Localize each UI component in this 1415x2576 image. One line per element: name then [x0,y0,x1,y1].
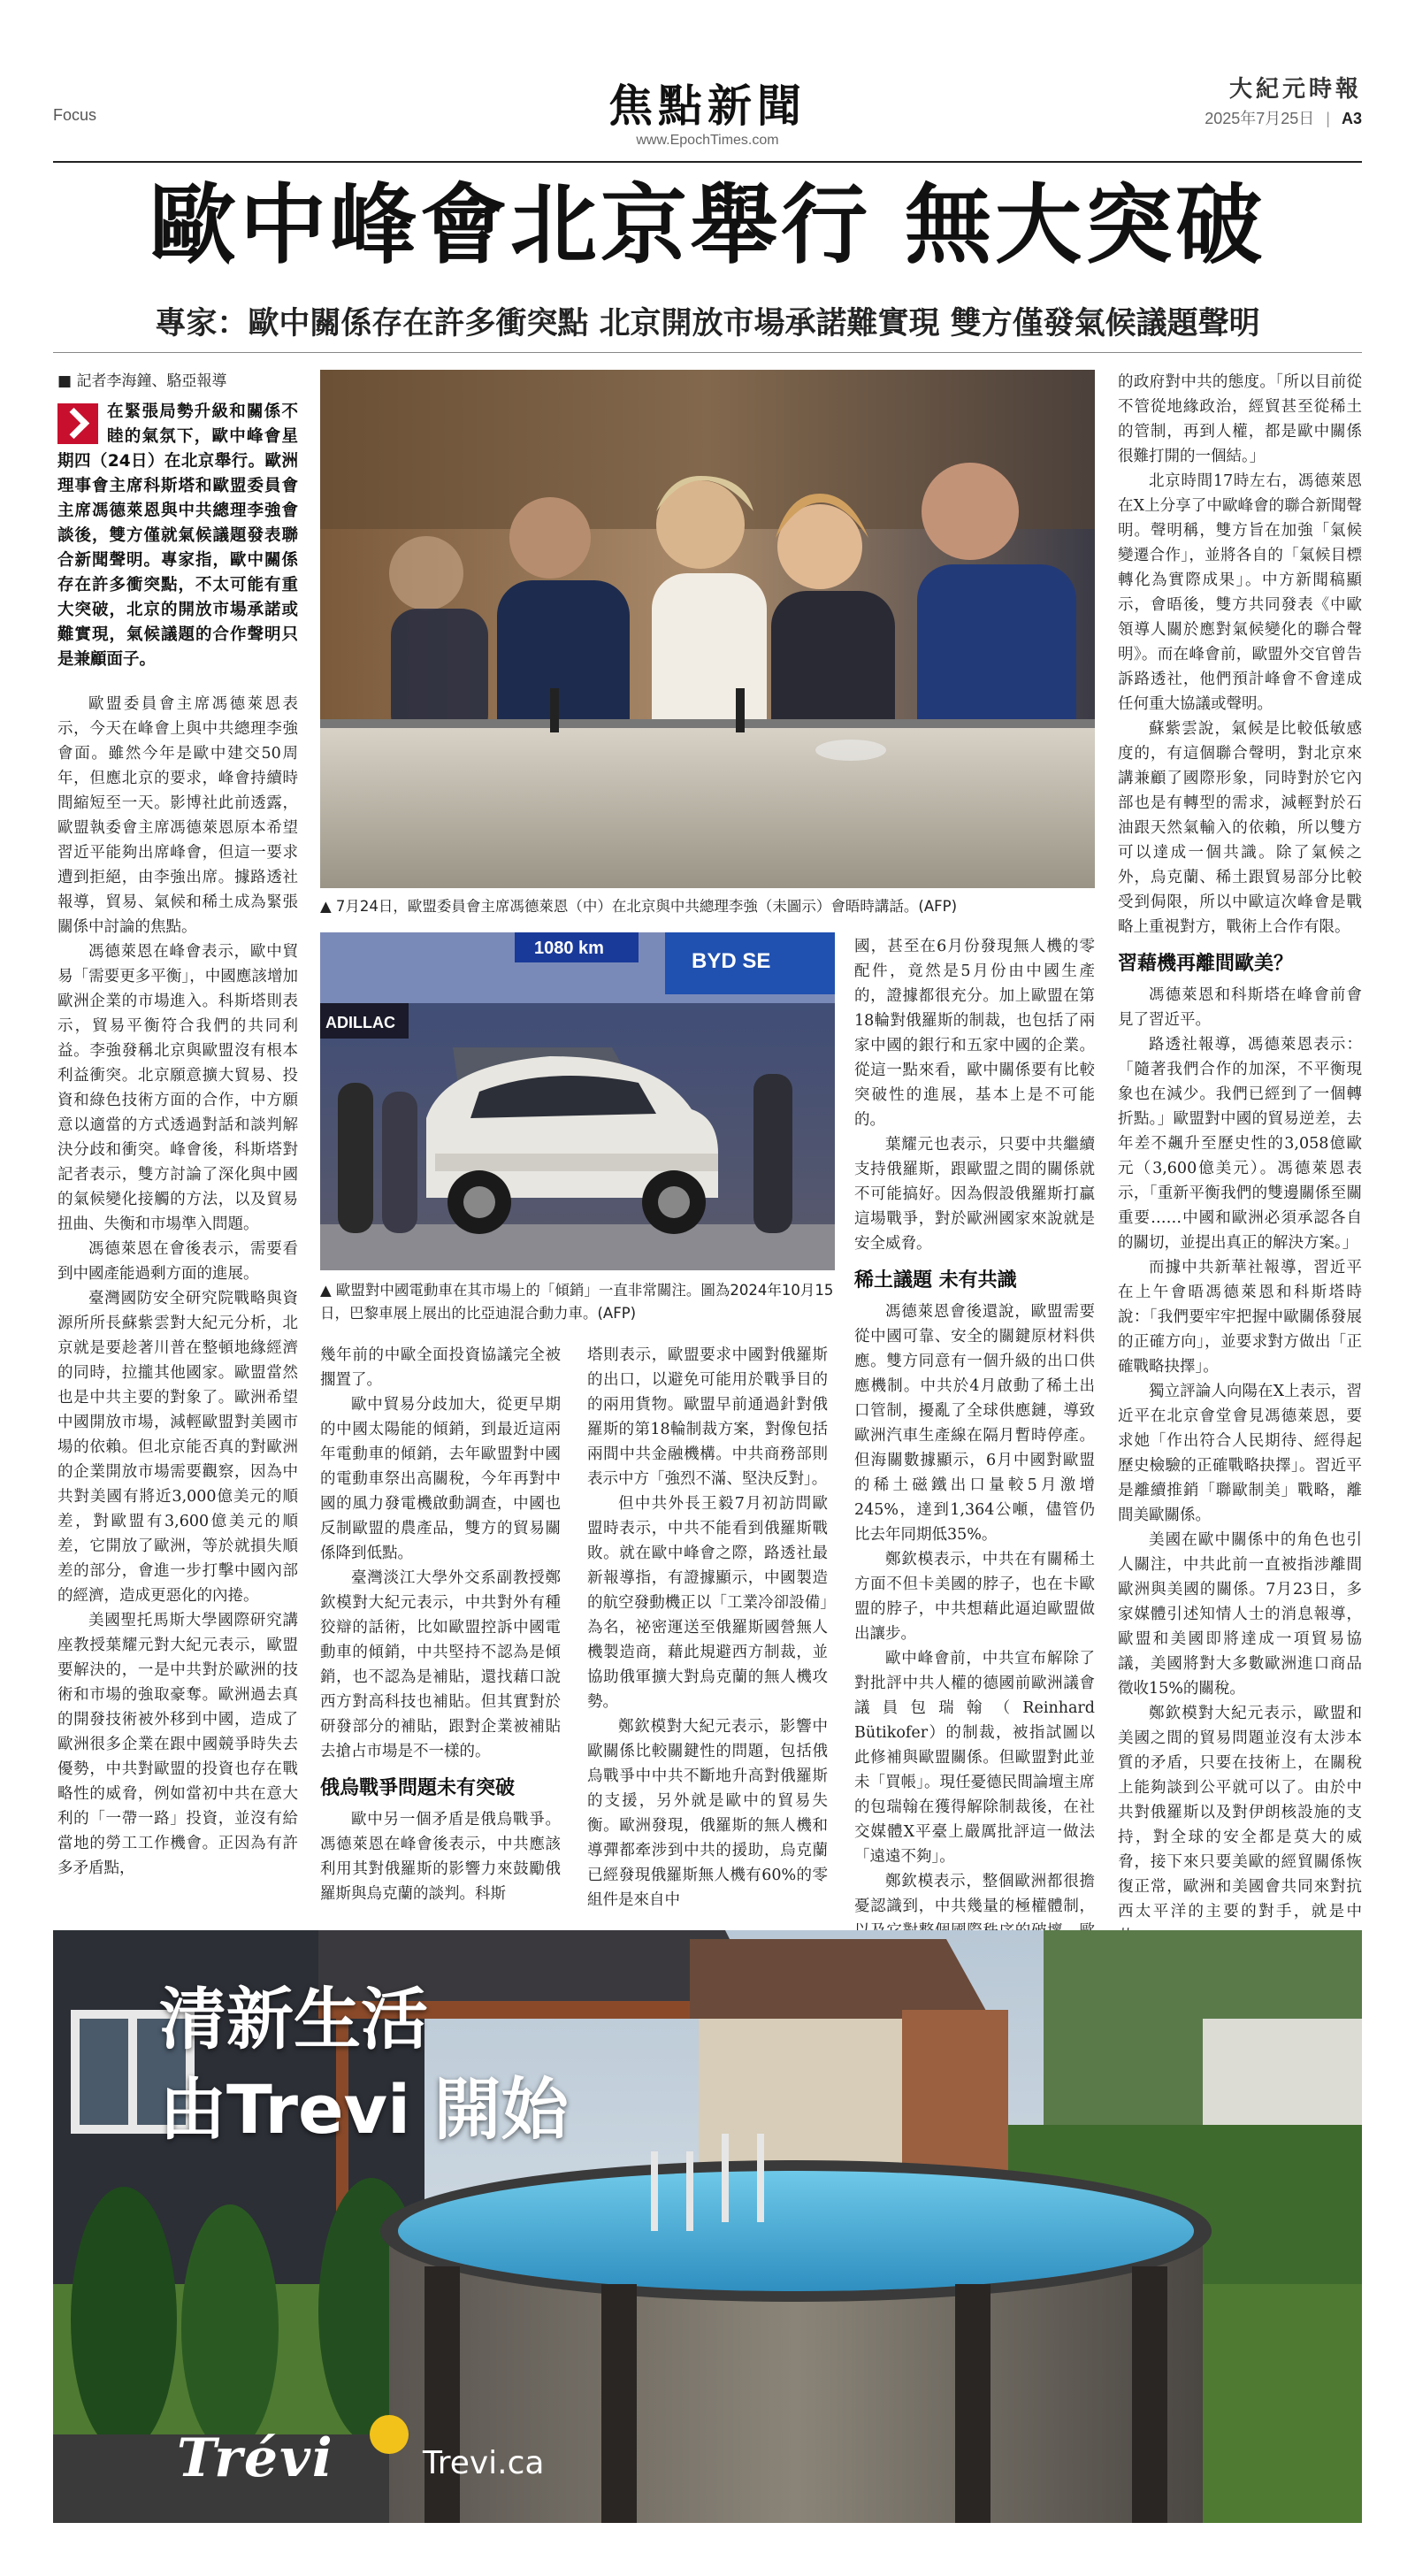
date-line [1205,106,1362,129]
car-photo-caption: ▲ 歐盟對中國電動車在其市場上的「傾銷」一直非常關注。圖為2024年10月15日，巴黎車展上展出的比亞迪混合動力車。(AFP) [320,1282,834,1322]
paragraph: 歐中峰會前，中共宣布解除了對批評中共人權的德國前歐洲議會議員包瑞翰（Reinhard Bütikofer）的制裁，被指試圖以此修補與歐盟關係。但歐盟對此並未「買帳」。現任憂德民間論壇主席的包瑞翰在獲得解除制裁後，在社交媒體X平臺上嚴厲批評這一做法「遠遠不夠」。 [854,1650,1095,1866]
paragraph: 歐盟委員會主席馮德萊恩表示，今天在峰會上與中共總理李強會面。雖然今年是歐中建交50周年，但應北京的要求，峰會持續時間縮短至一天。影博社此前透露，歐盟執委會主席馮德萊恩原本希望習近平能夠出席峰會，但這一要求遭到拒絕，由李強出席。據路透社報導，貿易、氣候和稀土成為緊張關係中討論的焦點。 [57,695,298,936]
ad-headline-line-1: 清新生活 [159,1980,428,2058]
banner-text: 1080 km [534,939,604,958]
paragraph: 美國聖托馬斯大學國際研究講座教授葉耀元對大紀元表示，歐盟要解決的，一是中共對於歐洲的技術和市場的強取豪奪。歐洲過去真的開發技術被外移到中國，造成了歐洲很多企業在跟中國競爭時失去優勢，中共對歐盟的投資也存在戰略性的威脅，例如當初中共在意大利的「一帶一路」投資，並沒有給當地的勞工工作機會。正因為有許多矛盾點， [57,1612,298,1877]
lead-paragraph: 在緊張局勢升級和關係不睦的氣氛下，歐中峰會星期四（24日）在北京舉行。歐洲理事會主席科斯塔和歐盟委員會主席馮德萊恩與中共總理李強會談後，雙方僅就氣候議題發表聯合新聞聲明。專家指，歐中關係存在許多衝突點，不太可能有重大突破，北京的開放市場承諾或難實現，氣候議題的合作聲明只是兼顧面子。 [57,402,298,669]
summit-photo [320,370,1095,888]
paragraph: 臺灣淡江大學外交系副教授鄭欽模對大紀元表示，中共對外有種狡辯的話術，比如歐盟控訴中國電動車的傾銷，中共堅持不認為是傾銷，也不認為是補貼，還找藉口說西方對高科技也補貼。但其實對於研發部分的補貼，跟對企業被補貼去搶占市場是不一樣的。 [320,1569,561,1760]
paragraph: 鄭欽模對大紀元表示，影響中歐關係比較關鍵性的問題，包括俄烏戰爭中中共不斷地升高對俄羅斯的支援，另外就是歐中的貿易失衡。歐洲發現，俄羅斯的無人機和導彈都牽涉到中共的援助，烏克蘭已經發現俄羅斯無人機有60%的零組件是來自中 [587,1718,828,1909]
paragraph: 的政府對中共的態度。「所以目前從不管從地緣政治，經貿甚至從稀土的管制，再到人權，都是歐中關係很難打開的一個結。」 [1118,373,1362,465]
paragraph: 路透社報導，馮德萊恩表示：「隨著我們合作的加深，不平衡現象也在減少。我們已經到了一個轉折點。」歐盟對中國的貿易逆差，去年差不飆升至歷史性的3,058億歐元（3,600億美元）。馮德萊恩表示，「重新平衡我們的雙邊關係至關重要……中國和歐洲必須承認各自的關切，並提出真正的解決方案。」 [1118,1036,1362,1252]
page-header [53,55,1362,161]
trevi-advertisement[interactable] [53,1930,1362,2523]
byline: ■ 記者李海鐘、駱亞報導 [57,372,227,390]
issue-date: 2025年7月25日 [1205,110,1315,127]
paragraph: 獨立評論人向陽在X上表示，習近平在北京會堂會見馮德萊恩，要求她「作出符合人民期待、經得起歷史檢驗的正確戰略抉擇」。習近平是離續推銷「聯歐制美」戰略，離間美歐關係。 [1118,1383,1362,1524]
article-column-3 [587,1343,828,1909]
subheadline-rule [53,352,1362,353]
section-title: 焦點新聞 [608,80,807,132]
header-rule [53,161,1362,163]
paragraph: 蘇紫雲說，氣候是比較低敏感度的，有這個聯合聲明，對北京來講兼顧了國際形象，同時對於它內部也是有轉型的需求，減輕對於石油跟天然氣輸入的依賴，所以雙方可以達成一個共識。除了氣候之外，烏克蘭、稀土跟貿易部分比較受到侷限，所以中歐這次峰會是戰略上重視對方，戰術上合作有限。 [1118,720,1362,936]
paragraph: 馮德萊恩和科斯塔在峰會前會見了習近平。 [1118,986,1362,1029]
brand-sign-text: BYD SE [692,949,771,973]
lead-arrow-icon [57,403,98,444]
ad-website-link[interactable]: Trevi.ca [423,2445,545,2481]
section-subhead: 俄烏戰爭問題未有突破 [320,1777,516,1799]
paragraph: 鄭欽模對大紀元表示，歐盟和美國之間的貿易問題並沒有太涉本質的矛盾，只要在技術上，在關稅上能夠談到公平就可以了。由於中共對俄羅斯以及對伊朗核設施的支持，對全球的安全都是莫大的威脅，接下來只要美歐的經貿關係恢復正常，歐洲和美國會共同來對抗西太平洋的主要的對手，就是中 [1118,1705,1362,1920]
summit-photo-caption: ▲ 7月24日，歐盟委員會主席馮德萊恩（中）在北京與中共總理李強（未圖示）會晤時講話。(AFP) [320,898,958,915]
paragraph: 馮德萊恩會後還說，歐盟需要從中國可靠、安全的關鍵原材料供應。雙方同意有一個升級的出口供應機制。中共於4月啟動了稀土出口管制，擾亂了全球供應鏈，導致歐洲汽車生產線在隔月暫時停產。但海關數據顯示，6月中國對歐盟的稀土磁鐵出口量較5月激增245%，達到1,364公噸，儘管仍比去年同期低35%。 [854,1303,1095,1544]
paragraph: 國，甚至在6月份發現無人機的零配件，竟然是5月份由中國生產的，證據都很充分。加上歐盟在第18輪對俄羅斯的制裁，也包括了兩家中國的銀行和五家中國的企業。從這一點來看，歐中關係要有比較突破性的進展，基本上是不可能的。 [854,938,1095,1129]
paragraph: 鄭欽模表示，中共在有關稀土方面不但卡美國的脖子，也在卡歐盟的脖子，中共想藉此逼迫歐盟做出讓步。 [854,1551,1095,1643]
section-label: Focus [53,106,97,124]
paragraph: 鄭欽模表示，整個歐洲都很擔憂認識到，中共幾量的極權體制， [854,1873,1095,1915]
article-column-2 [320,1343,561,1903]
subheadline: 專家：歐中關係存在許多衝突點 北京開放市場承諾難實現 雙方僅發氣候議題聲明 [155,306,1260,341]
paragraph: 馮德萊恩在峰會表示，歐中貿易「需要更多平衡」，中國應該增加歐洲企業的市場進入。科斯塔則表示，貿易平衡符合我們的共同利益。李強發稱北京與歐盟沒有根本利益衝突。北京願意擴大貿易、投資和綠色技術方面的合作，中方願意以適當的方式透過對話和談判解決分歧和衝突。峰會後，科斯塔對記者表示，雙方討論了深化與中國的氣候變化接觸的方法，以及貿易扭曲、失衡和市場準入問題。 [57,943,298,1233]
brand-sign-text-2: ADILLAC [325,1014,395,1031]
sun-icon [370,2415,409,2454]
car-photo [320,932,835,1270]
article-column-1 [57,400,298,1895]
paragraph: 而據中共新華社報導，習近平在上午會晤馮德萊恩和科斯塔時說：「我們要牢牢把握中歐關係發展的正確方向」，並要求對方做出「正確戰略抉擇」。 [1118,1259,1362,1376]
separator: | [1326,110,1330,127]
ad-headline-line-2: 由Trevi 開始 [159,2070,569,2149]
paragraph: 幾年前的中歐全面投資協議完全被擱置了。 [320,1346,561,1389]
ad-headline [159,1974,569,2155]
car-photo-image [320,932,835,1270]
paragraph: 美國在歐中關係中的角色也引人關注，中共此前一直被指涉離間歐洲與美國的關係。7月23日，多家媒體引述知情人士的消息報導，歐盟和美國即將達成一項貿易協議，美國將對大多數歐洲進口商品徵收15%的關稅。 [1118,1531,1362,1698]
headline: 歐中峰會北京舉行 無大突破 [149,174,1266,276]
page-number: A3 [1341,110,1362,127]
paragraph: 歐中另一個矛盾是俄烏戰爭。馮德萊恩在峰會後表示，中共應該利用其對俄羅斯的影響力來鼓勵俄羅斯與烏克蘭的談判。科斯 [320,1811,561,1903]
section-subhead: 習藉機再離間歐美？ [1118,953,1294,975]
paragraph: 臺灣國防安全研究院戰略與資源所所長蘇紫雲對大紀元分析，北京就是要趁著川普在整頓地緣經濟的同時，拉攏其他國家。歐盟當然也是中共主要的對象了。歐洲希望中國開放市場，減輕歐盟對美國市場的依賴。但北京能否真的對歐洲的企業開放市場需要觀察，因為中共對美國有將近3,000億美元的順差，對歐盟有3,600億美元的順差，它開放了歐洲，等於就損失順差的部分，會進一步打擊中國內部的經濟，造成更惡化的內捲。 [57,1290,298,1605]
paragraph: 但中共外長王毅7月初訪問歐盟時表示，中共不能看到俄羅斯戰敗。就在歐中峰會之際，路透社最新報導指，有證據顯示，中國製造的航空發動機正以「工業冷卻設備」為名，祕密運送至俄羅斯國營無人機製造商，藉此規避西方制裁，並協助俄軍擴大對烏克蘭的無人機攻勢。 [587,1495,828,1711]
paragraph: 歐中貿易分歧加大，從更早期的中國太陽能的傾銷，到最近這兩年電動車的傾銷，去年歐盟對中國的電動車祭出高關稅，今年再對中國的風力發電機啟動調查，中國也反制歐盟的農產品，雙方的貿易關係降到低點。 [320,1396,561,1562]
article-column-5 [1118,370,1362,1920]
section-subhead: 稀土議題 未有共識 [854,1269,1017,1292]
summit-photo-image [320,370,1095,888]
newspaper-name: 大紀元時報 [1228,76,1362,103]
article-column-4 [854,934,1095,1915]
paragraph: 北京時間17時左右，馮德萊恩在X上分享了中歐峰會的聯合新聞聲明。聲明稱，雙方旨在加強「氣候變遷合作」，並將各自的「氣候目標轉化為實際成果」。中方新聞稿顯示，會晤後，雙方共同發表《中歐領導人關於應對氣候變化的聯合聲明》。而在峰會前，歐盟外交官曾告訴路透社，他們預計峰會不會達成任何重大協議或聲明。 [1118,472,1362,713]
trevi-logo[interactable]: Trévi [177,2427,334,2489]
paragraph: 塔則表示，歐盟要求中國對俄羅斯的出口，以避免可能用於戰爭目的的兩用貨物。歐盟早前通過針對俄羅斯的第18輪制裁方案，對像包括兩間中共金融機構。中共商務部則表示中方「強烈不滿、堅決反對」。 [587,1346,828,1488]
paragraph: 葉耀元也表示，只要中共繼續支持俄羅斯，跟歐盟之間的關係就不可能搞好。因為假設俄羅斯打贏這場戰爭，對於歐洲國家來說就是安全威脅。 [854,1136,1095,1253]
paragraph: 馮德萊恩在會後表示，需要看到中國產能過剩方面的進展。 [57,1240,298,1283]
website-url[interactable]: www.EpochTimes.com [636,133,779,148]
